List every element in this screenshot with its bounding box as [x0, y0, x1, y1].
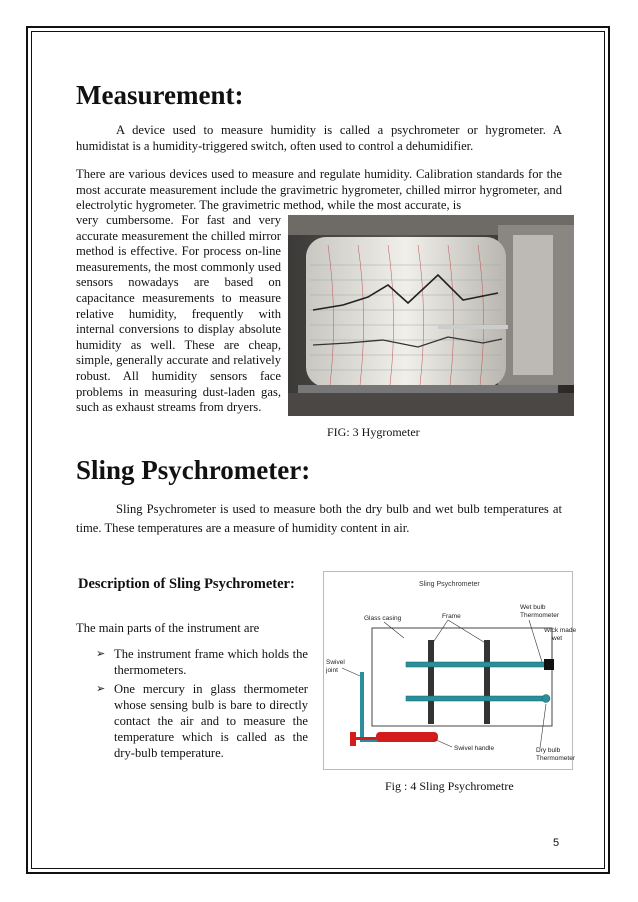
list-item-text: One mercury in glass thermometer whose sensing bulb is bare to directly contact the air and to measure the temperature which is called as the dry-bulb temperature. [114, 682, 308, 760]
arrow-bullet-icon: ➢ [96, 683, 106, 695]
diagram-title: Sling Psychrometer [419, 581, 480, 588]
label-wet-bulb: Wet bulb [520, 604, 546, 611]
sling-paragraph-1: Sling Psychrometer is used to measure both the dry bulb and wet bulb temperatures at time. These temperatures are a measure of humidity content in air. [76, 502, 562, 535]
label-frame: Frame [442, 613, 461, 620]
list-item [96, 681, 308, 761]
page-number: 5 [553, 837, 560, 849]
parts-list [96, 646, 308, 764]
label-swivel-handle: Swivel handle [454, 745, 495, 752]
arrow-bullet-icon: ➢ [96, 648, 106, 660]
measurement-paragraph-1: A device used to measure humidity is called a psychrometer or hygrometer. A humidistat is a humidity-triggered switch, often used to control a dehumidifier. [76, 123, 562, 153]
figure-4-caption: Fig : 4 Sling Psychrometre [385, 779, 514, 793]
heading-measurement: Measurement: [76, 80, 244, 110]
measurement-paragraph-2: There are various devices used to measure and regulate humidity. Calibration standards for the most accurate measurement include the gravimetric hygrometer, chilled mirror hygrometer, and electrolytic hygrometer. The gravimetric method, while the most accurate, is [76, 167, 562, 213]
label-wet-bulb-2: Thermometer [520, 612, 560, 619]
sling-psychrometer-diagram [323, 571, 577, 770]
label-dry-bulb-2: Thermometer [536, 755, 576, 762]
figure-3-caption: FIG: 3 Hygrometer [327, 425, 420, 439]
list-item-text: The instrument frame which holds the thermometers. [114, 647, 308, 677]
hygrometer-photo [288, 215, 574, 416]
heading-sling-psychrometer: Sling Psychrometer: [76, 455, 311, 485]
parts-intro: The main parts of the instrument are [76, 621, 260, 635]
label-glass-casing: Glass casing [364, 615, 402, 622]
label-dry-bulb: Dry bulb [536, 747, 561, 754]
label-swivel: Swivel [326, 659, 345, 666]
label-wick: Wick made [544, 627, 577, 634]
measurement-paragraph-2-wrap: very cumbersome. For fast and very accurate measurement the chilled mirror method is effective. For process on-line measurements, the most commonly used sensors nowadays are based on capacitance measurements to measure relative humidity, frequently with internal conversions to display absolute humidity as well. These are cheap, simple, generally accurate and relatively robust. All humidity sensors face problems in measuring dust-laden gas, such as exhaust streams from dryers. [76, 213, 281, 415]
heading-description: Description of Sling Psychrometer: [78, 576, 295, 592]
label-wick-2: wet [552, 635, 563, 642]
list-item [96, 646, 308, 678]
label-swivel-2: joint [326, 667, 338, 674]
